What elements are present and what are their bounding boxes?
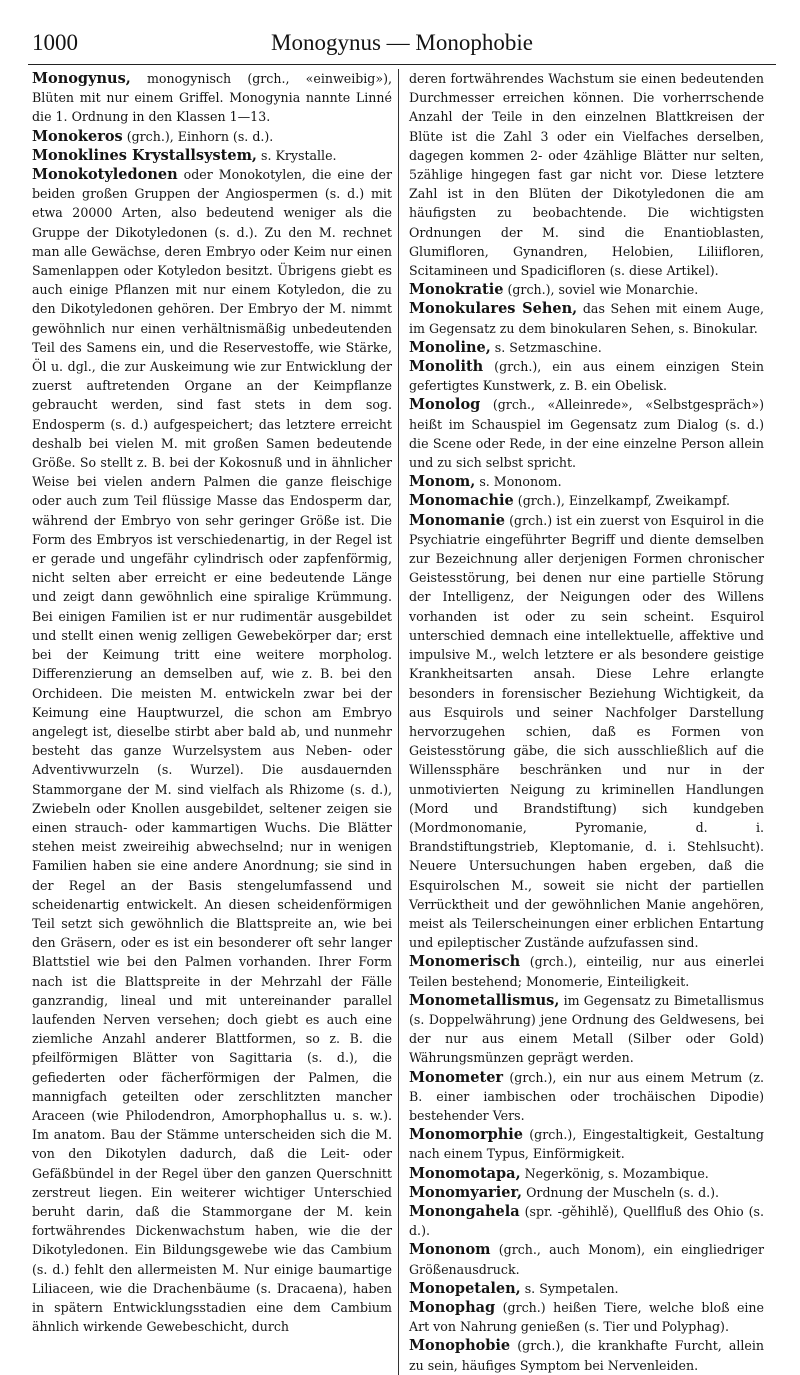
dictionary-entry (409, 1336, 764, 1374)
entry-headword: Monomerisch (409, 953, 521, 971)
dictionary-entry (409, 1202, 764, 1240)
entry-text: s. Mononom. (475, 474, 562, 490)
entry-text: im Gegensatz zu Bimetallismus (s. Doppelwährung) jene Ordnung des Geldwesens, bei der nur aus einem Metall (Silber oder Gold) Währungsmünzen geprägt werden. (409, 992, 764, 1066)
entry-headword: Monolith (409, 358, 484, 376)
dictionary-entry (409, 952, 764, 990)
entry-text: Ordnung der Muscheln (s. d.). (522, 1184, 720, 1200)
entry-headword: Monoklines Krystallsystem, (32, 146, 257, 164)
dictionary-entry (409, 1183, 764, 1202)
entry-text: s. Setzmaschine. (490, 339, 602, 355)
entry-text: (grch., «Alleinrede», «Selbstgespräch») heißt im Schauspiel im Gegensatz zum Dialog (s. d.) die Scene oder Rede, in der eine einzelne Person allein und zu sich selbst spricht. (409, 397, 764, 471)
dictionary-entry (409, 491, 764, 510)
entry-text: (grch.) heißen Tiere, welche bloß eine Art von Nahrung genießen (s. Tier und Polyphag). (409, 1300, 764, 1335)
dictionary-entry (32, 127, 392, 146)
entry-text: (grch.), Eingestaltigkeit, Gestaltung nach einem Typus, Einförmigkeit. (409, 1127, 764, 1162)
dictionary-entry (409, 338, 764, 357)
entry-text: (grch.), Einhorn (s. d.). (122, 128, 274, 144)
dictionary-entry (409, 280, 764, 299)
entry-text: das Sehen mit einem Auge, im Gegensatz zu dem binokularen Sehen, s. Binokular. (409, 301, 765, 336)
entry-headword: Monomotapa, (409, 1164, 521, 1182)
entry-headword: Monongahela (409, 1202, 520, 1220)
entry-headword: Monopetalen, (409, 1279, 521, 1297)
right-column (398, 69, 770, 1375)
dictionary-entry (409, 1279, 764, 1298)
entry-text: Negerkönig, s. Mozambique. (520, 1165, 709, 1181)
entry-headword: Monomyarier, (409, 1183, 523, 1201)
dictionary-entry (32, 69, 392, 127)
entry-text: (grch.), einteilig, nur aus einerlei Teilen bestehend; Monomerie, Einteiligkeit. (409, 954, 764, 989)
dictionary-entry (409, 1125, 764, 1163)
dictionary-entry (409, 357, 764, 395)
entry-headword: Monomanie (409, 511, 505, 529)
dictionary-entry (409, 395, 764, 472)
entry-text: (grch.), soviel wie Monarchie. (503, 282, 699, 298)
entry-text: oder Monokotylen, die eine der beiden großen Gruppen der Angiospermen (s. d.) mit etwa 20000 Arten, also bedeutend weniger als die Gruppe der Dikotyledonen (s. d.). Zu den M. rechnet man alle Gewächse, deren Embryo oder Keim nur einen Samenlappen oder Kotyledon besitzt. Übrigens giebt es auch einige Pflanzen mit nur einem Kotyledon, die zu den Dikotyledonen gehören. Der Embryo der M. nimmt gewöhnlich nur einen verhältnismäßig unbedeutenden Teil des Samens ein, und die Reservestoffe, wie Stärke, Öl u. dgl., die zur Auskeimung wie zur Entwicklung der zuerst auftretenden Organe an der Keimpflanze gebraucht werden, sind fast stets in dem sog. Endosperm (s. d.) aufgespeichert; das letztere erreicht deshalb bei vielen M. mit großen Samen bedeutende Größe. So stellt z. B. bei der Kokosnuß und in ähnlicher Weise bei vielen andern Palmen die ganze fleischige oder auch zum Teil flüssige Masse das Endosperm dar, während der Embryo von sehr geringer Größe ist. Die Form des Embryos ist verschiedenartig, in der Regel ist er gerade und ungefähr cylindrisch oder zapfenförmig, nicht selten aber erreicht er eine bedeutende Länge und zeigt dann gewöhnlich eine spiralige Krümmung. Bei einigen Familien ist er nur rudimentär ausgebildet und stellt einen wenig zelligen Gewebekörper dar; erst bei der Keimung tritt eine weitere morpholog. Differenzierung an demselben auf, wie z. B. bei den Orchideen. Die meisten M. entwickeln zwar bei der Keimung eine Hauptwurzel, die schon am Embryo angelegt ist, dieselbe stirbt aber bald ab, und nunmehr besteht das ganze Wurzelsystem aus Neben- oder Adventivwurzeln (s. Wurzel). Die ausdauernden Stammorgane der M. sind vielfach als Rhizome (s. d.), Zwiebeln oder Knollen ausgebildet, seltener zeigen sie einen strauch- oder kammartigen Wuchs. Die Blätter stehen meist zweireihig abwechselnd; nur in wenigen Familien haben sie eine andere Anordnung; sie sind in der Regel an der Basis stengelumfassend und scheidenartig entwickelt. An diesen scheidenförmigen Teil setzt sich gewöhnlich die Blattspreite an, wie bei den Gräsern, oder es ist ein besonderer oft sehr langer Blattstiel wie bei den Palmen vorhanden. Ihrer Form nach ist die Blattspreite in der Mehrzahl der Fälle ganzrandig, lineal und mit untereinander parallel laufenden Nerven versehen; doch giebt es auch eine ziemliche Anzahl anderer Blattformen, so z. B. die pfeilförmigen Blätter von Sagittaria (s. d.), die gefiederten oder fächerförmigen der Palmen, die mannigfach geteilten oder zerschlitzten mancher Araceen (wie Philodendron, Amorphophallus u. s. w.). Im anatom. Bau der Stämme unterscheiden sich die M. von den Dikotylen dadurch, daß die Leit- oder Gefäßbündel in der Regel über den ganzen Querschnitt zerstreut liegen. Ein weiterer wichtiger Unterschied beruht darin, daß die Stammorgane der M. kein fortwährendes Dickenwachstum haben, wie die der Dikotyledonen. Ein Bildungsgewebe wie das Cambium (s. d.) fehlt den allermeisten M. Nur einige baumartige Liliaceen, wie die Drachenbäume (s. Dracaena), haben in spätern Entwicklungsstadien eine dem Cambium ähnlich wirkende Gewebeschicht, durch (32, 167, 392, 1335)
entry-headword: Monomorphie (409, 1126, 524, 1144)
dictionary-entry (409, 1240, 764, 1278)
entry-headword: Monokulares Sehen, (409, 300, 578, 318)
dictionary-entry (409, 69, 764, 280)
entry-text: s. Sympetalen. (520, 1280, 619, 1296)
dictionary-entry (409, 511, 764, 953)
entry-text: (grch., auch Monom), ein eingliedriger Größenausdruck. (409, 1242, 764, 1277)
entry-headword: Monometer (409, 1068, 504, 1086)
running-head: Monogynus — Monophobie (271, 30, 533, 55)
entry-headword: Monoline, (409, 338, 491, 356)
entry-headword: Monom, (409, 473, 476, 491)
entry-headword: Monophobie (409, 1337, 511, 1355)
entry-text: (spr. -gěhihlě), Quellfluß des Ohio (s. d.). (409, 1203, 764, 1239)
dictionary-entry (409, 1068, 764, 1126)
entry-text: deren fortwährendes Wachstum sie einen bedeutenden Durchmesser erreichen können. Die vorherrschende Anzahl der Teile in den einzelnen Blattkreisen der Blüte ist die Zahl 3 oder ein Vielfaches derselben, dagegen kommen 2- oder 4zählige Blätter nur selten, 5zählige hingegen fast gar nicht vor. Diese letztere Zahl ist in den Blüten der Dikotyledonen die am häufigsten zu beobachtende. Die wichtigsten Ordnungen der M. sind die Enantioblasten, Glumifloren, Gynandren, Helobien, Liliifloren, Scitamineen und Spadicifloren (s. diese Artikel). (409, 71, 764, 279)
entry-text: (grch.), die krankhafte Furcht, allein zu sein, häufiges Symptom bei Nervenleiden. (409, 1338, 764, 1373)
page-header (28, 22, 776, 65)
entry-headword: Mononom (409, 1241, 491, 1259)
entry-headword: Monokratie (409, 281, 504, 299)
entry-headword: Monophag (409, 1299, 496, 1316)
dictionary-entry (409, 472, 764, 491)
entry-headword: Monomachie (409, 492, 514, 510)
dictionary-entry (409, 299, 764, 337)
entry-headword: Monokotyledonen (32, 166, 178, 184)
dictionary-entry (32, 146, 392, 165)
entry-headword: Monometallismus, (409, 991, 560, 1009)
text-columns (28, 69, 776, 1375)
left-column (28, 69, 398, 1375)
entry-text: (grch.), ein aus einem einzigen Stein gefertigtes Kunstwerk, z. B. ein Obelisk. (409, 359, 764, 394)
dictionary-entry (409, 1298, 764, 1336)
page-number: 1000 (32, 30, 78, 55)
entry-text: (grch.), ein nur aus einem Metrum (z. B. einer iambischen oder trochäischen Dipodie) bestehender Vers. (409, 1069, 764, 1123)
entry-headword: Monokeros (32, 127, 123, 145)
dictionary-entry (409, 991, 764, 1068)
dictionary-entry (32, 165, 392, 1336)
dictionary-entry (409, 1164, 764, 1183)
entry-text: (grch.), Einzelkampf, Zweikampf. (513, 493, 731, 509)
entry-text: s. Krystalle. (256, 147, 337, 163)
entry-headword: Monogynus, (32, 70, 131, 87)
entry-text: monogynisch (grch., «einweibig»), Blüten mit nur einem Griffel. Monogynia nannte Linné die 1. Ordnung in den Klassen 1—13. (32, 71, 392, 125)
entry-headword: Monolog (409, 396, 481, 414)
entry-text: (grch.) ist ein zuerst von Esquirol in die Psychiatrie eingeführter Begriff und diente demselben zur Bezeichnung aller derjenigen Formen chronischer Geistesstörung, bei denen nur eine partielle Störung der Intelligenz, der Neigungen oder des Willens vorhanden ist oder zu sein scheint. Esquirol unterschied demnach eine intellektuelle, affektive und impulsive M., welch letztere er als besondere geistige Krankheitsarten ansah. Diese Lehre erlangte besonders in forensischer Beziehung Wichtigkeit, da aus Esquirols und seiner Nachfolger Darstellung hervorzugehen schien, daß es Formen von Geistesstörung gäbe, die sich ausschließlich auf die Willenssphäre beschränken und nur in der unmotivierten Neigung zu kriminellen Handlungen (Mord und Brandstiftung) sich kundgeben (Mordmonomanie, Pyromanie, d. i. Brandstiftungstrieb, Kleptomanie, d. i. Stehlsucht). Neuere Untersuchungen haben ergeben, daß die Esquirolschen M., soweit sie nicht der partiellen Verrücktheit und der gewöhnlichen Manie angehören, meist als Teilerscheinungen einer erblichen Entartung und epileptischer Zustände aufzufassen sind. (409, 512, 764, 951)
